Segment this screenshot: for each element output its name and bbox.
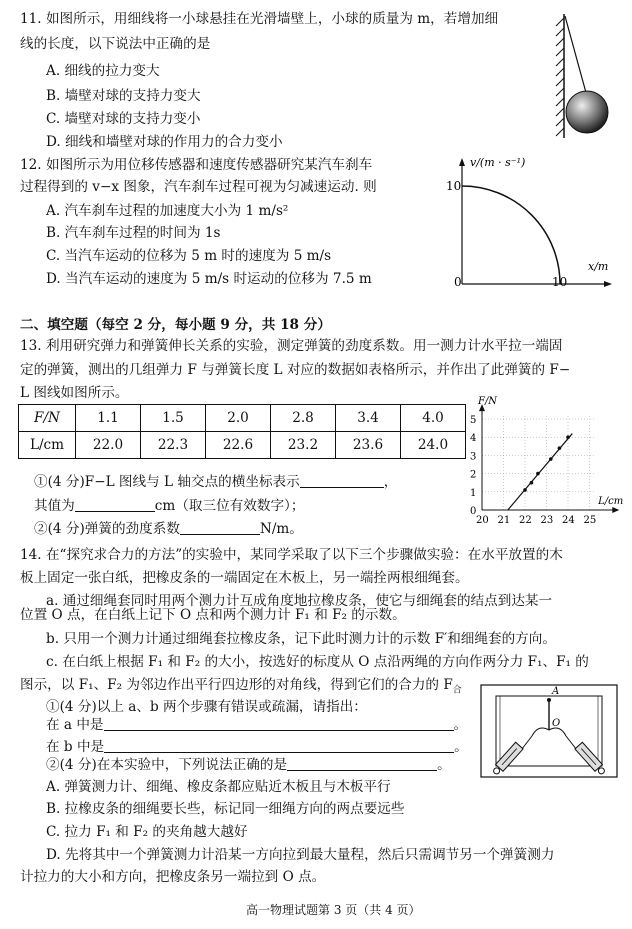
data-point [536,472,540,476]
q13-sub1-text: ①(4 分)F−L 图线与 L 轴交点的横坐标表示 [34,474,300,490]
q14-board-diagram [480,684,618,778]
y-tick-label: 4 [470,433,477,445]
y-tick-label: 1 [470,487,477,499]
data-point [566,435,570,439]
table-cell: 22.0 [76,432,141,459]
q13-fl-chart [458,396,624,528]
q12-vx-graph [444,152,614,292]
fit-line [508,434,573,510]
table-cell: F/N [19,405,76,432]
answer-blank[interactable] [180,520,260,535]
data-point [558,446,562,450]
table-cell: 23.2 [271,432,336,459]
q14-sub1: ①(4 分)以上 a、b 两个步骤有错误或疏漏，请指出： [46,699,367,715]
q12-option-c: C. 当汽车运动的位移为 5 m 时的速度为 5 m/s [46,248,332,264]
table-cell: 22.3 [141,432,206,459]
q14-step-a-line1: a. 通过细绳套同时用两个测力计互成角度地拉橡皮条，使它与细绳套的结点到达某一 [46,593,553,609]
table-cell: L/cm [19,432,76,459]
x-tick-label: 20 [476,515,489,526]
q12-y-label: v/(m · s⁻¹) [470,156,526,169]
page-footer: 高一物理试题第 3 页（共 4 页） [246,903,421,917]
y-tick-label: 2 [470,469,477,481]
q14-step-c-line1: c. 在白纸上根据 F₁ 和 F₂ 的大小，按选好的标度从 O 点沿两绳的方向作两分力 F₁、F₁ 的 [46,654,589,670]
q12-x-tick: 10 [552,275,568,289]
q14-in-b-line [46,738,468,756]
q13-sub1-line [34,473,397,491]
q14-step-a-line2: 位置 O 点，在白纸上记下 O 点和两个测力计 F₁ 和 F₂ 的示数。 [20,607,406,623]
section-heading: 二、填空题（每空 2 分，每小题 9 分，共 18 分） [20,317,331,333]
q14-step-b: b. 只用一个测力计通过细绳套拉橡皮条，记下此时测力计的示数 F′和细绳套的方向。 [46,631,556,647]
table-cell: 4.0 [401,405,466,432]
q12-line2: 过程得到的 v−x 图象，汽车刹车过程可视为匀减速运动. 则 [20,179,377,195]
q14-in-b-label: 在 b 中是 [46,739,105,755]
q12-x-label: x/m [588,260,609,273]
q11-option-b: B. 墙壁对球的支持力变大 [46,88,201,104]
q13-sub2-text: ②(4 分)弹簧的劲度系数 [34,521,180,537]
q14-step-c-line2 [20,676,462,700]
x-tick-label: 23 [540,515,554,526]
q14-in-b-period: 。 [454,739,468,755]
table-row [19,432,466,459]
y-tick-label: 3 [470,451,477,463]
x-tick-label: 24 [562,515,575,526]
q12-option-b: B. 汽车刹车过程的时间为 1s [46,225,221,241]
q14-option-d-line2: 计拉力的大小和方向，把橡皮条另一端拉到 O 点。 [20,869,326,885]
table-cell: 1.1 [76,405,141,432]
q11-wall-ball-figure [548,14,618,144]
answer-blank[interactable] [104,716,454,731]
q12-y-tick: 10 [446,179,462,193]
q12-option-d: D. 当汽车运动的速度为 5 m/s 时运动的位移为 7.5 m [46,271,372,287]
q13-sub1-value-text: 其值为 [34,498,75,514]
answer-blank[interactable] [287,756,437,771]
q11-option-c: C. 墙壁对球的支持力变小 [46,111,201,127]
q13-sub1-comma: ， [383,474,398,490]
table-row [19,405,466,432]
table-cell: 24.0 [401,432,466,459]
q13-sub1-unit: cm（取三位有效数字）； [154,498,305,514]
table-cell: 23.6 [336,432,401,459]
q14-line2: 板上固定一张白纸，把橡皮条的一端固定在木板上，另一端拴两根细绳套。 [20,570,469,586]
q14-diagram-label-o: O [552,718,561,729]
q14-option-d-line1: D. 先将其中一个弹簧测力计沿某一方向拉到最大量程，然后只需调节另一个弹簧测力 [46,847,555,863]
q14-option-b: B. 拉橡皮条的细绳要长些，标记同一细绳方向的两点要远些 [46,801,405,817]
x-tick-label: 21 [497,515,511,526]
q12-option-a: A. 汽车刹车过程的加速度大小为 1 m/s² [46,203,289,219]
q14-in-a-period: 。 [453,717,468,733]
q13-sub1-value-line [34,497,304,515]
table-cell: 3.4 [336,405,401,432]
data-point [523,488,527,492]
y-axis-label: F/N [478,396,498,408]
q11-line1: 11. 如图所示，用细线将一小球悬挂在光滑墙壁上，小球的质量为 m，若增加细 [20,11,499,27]
table-cell: 1.5 [141,405,206,432]
x-axis-label: L/cm [598,496,624,507]
x-tick-label: 22 [519,515,532,526]
data-point [549,457,553,461]
q14-sub2-text: ②(4 分)在本实验中，下列说法正确的是 [46,757,288,773]
q14-step-c-text: 图示，以 F₁、F₂ 为邻边作出平行四边形的对角线，得到它们的合力的 F [20,677,453,693]
q11-option-d: D. 细线和墙壁对球的作用力的合力变小 [46,134,283,150]
q13-sub2-unit: N/m。 [259,521,303,537]
answer-blank[interactable] [300,473,384,488]
q12-origin: 0 [454,275,462,289]
q13-line2: 定的弹簧，测出的几组弹力 F 与弹簧长度 L 对应的数据如表格所示，并作出了此弹簧的 F− [20,362,571,378]
table-cell: 2.8 [271,405,336,432]
q13-sub2-line [34,520,303,538]
y-tick-label: 0 [470,506,477,517]
q14-in-a-line [46,716,467,734]
q14-option-c: C. 拉力 F₁ 和 F₂ 的夹角越大越好 [46,824,248,840]
q14-option-a: A. 弹簧测力计、细绳、橡皮条都应贴近木板且与木板平行 [46,779,391,795]
answer-blank[interactable] [75,497,155,512]
q13-line1: 13. 利用研究弹力和弹簧伸长关系的实验，测定弹簧的劲度系数。用一测力计水平拉一端固 [20,338,563,354]
q12-line1: 12. 如图所示为用位移传感器和速度传感器研究某汽车刹车 [20,157,373,173]
q14-in-a-label: 在 a 中是 [46,717,104,733]
q13-data-table [18,404,466,459]
q14-sub2-period: 。 [437,757,451,773]
table-cell: 22.6 [206,432,271,459]
answer-blank[interactable] [104,738,454,753]
q14-line1: 14. 在“探究求合力的方法”的实验中，某同学采取了以下三个步骤做实验：在水平放置的木 [20,547,563,563]
q14-step-c-subscript: 合 [452,685,462,696]
table-cell: 2.0 [206,405,271,432]
x-tick-label: 25 [583,515,597,526]
q13-line3: L 图线如图所示。 [20,385,129,401]
q14-diagram-label-a: A [552,686,560,697]
x-axis-arrow [612,507,619,513]
q11-line2: 线的长度，以下说法中正确的是 [20,36,211,52]
data-point [530,481,534,485]
q11-option-a: A. 细线的拉力变大 [46,63,160,79]
q14-sub2-line [46,756,451,774]
y-tick-label: 5 [470,415,477,426]
